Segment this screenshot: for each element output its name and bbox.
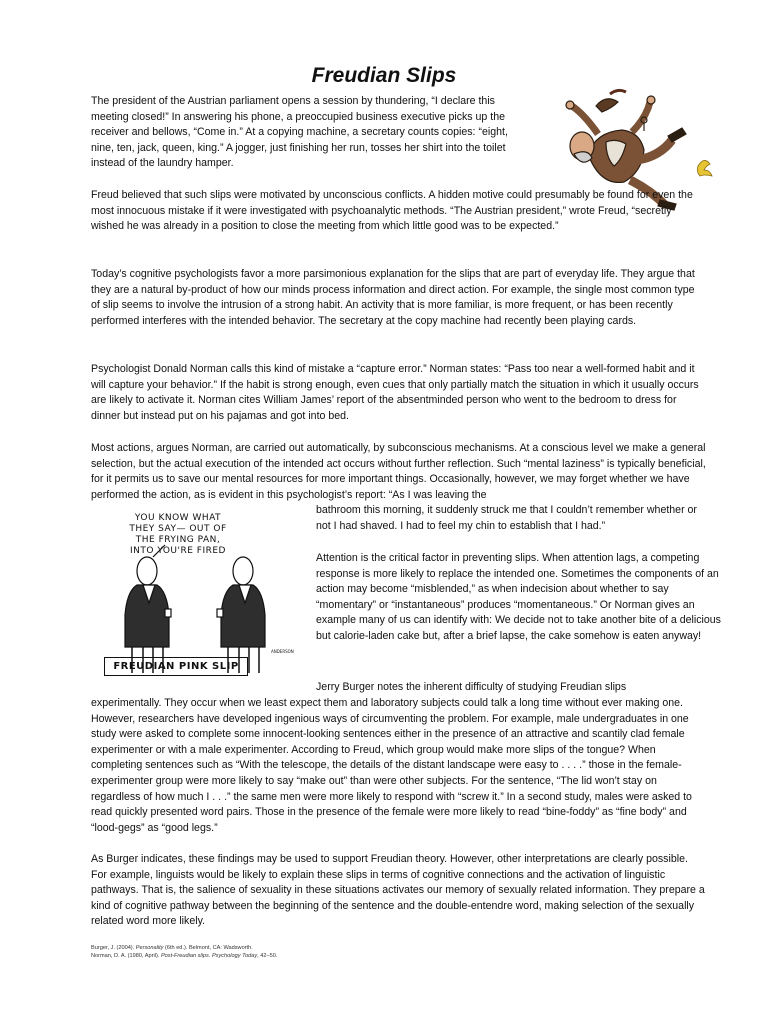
- paragraph-burger-start: Jerry Burger notes the inherent difficulty of studying Freudian slips: [316, 681, 627, 693]
- paragraph-automatic-cont: bathroom this morning, it suddenly struck me that I couldn’t remember whether or not I had shaved. I had to feel my chin to establish that I had.”: [316, 504, 697, 532]
- paragraph-automatic: Most actions, argues Norman, are carried out automatically, by subconscious mechanisms. At a conscious level we make a general selection, but the actual execution of the intended act occurs without further reflection. Such “mental laziness” is typically beneficial, for it permits us to save our mental resources for more important things. Occasionally, however, we may forget whether we have performed the action, as is evident in this psychologist’s report: “As I was leaving the: [91, 442, 706, 501]
- paragraph-cognitive: Today’s cognitive psychologists favor a more parsimonious explanation for the slips that are part of everyday life. They argue that they are a natural by-product of how our minds process information and direct action. For example, the single most common type of slip seems to involve the intrusion of a strong habit. An activity that is more familiar, is more frequent, or has been recently performed interferes with the intended behavior. The secretary at the copy machine had recently been playing cards.: [91, 268, 695, 327]
- banana-peel-icon: [697, 160, 712, 176]
- paragraph-burger: experimentally. They occur when we least expect them and laboratory subjects could talk a long time without ever making one. However, researchers have developed ingenious ways of circumventing the problem. For example, male undergraduates in one study were asked to complete some innocent-looking sentences either in the presence of an attractive and scantily clad female experimenter or with a male experimenter. According to Freud, which group would make more slips of the tongue? When completing sentences such as “With the telescope, the details of the distant landscape were easy to . . . .” those in the female-experimenter group were more likely to say “make out” than were other subjects. For the sentence, “The lid won’t stay on regardless of how much I . . .” the same men were more likely to respond with “screw it.” In a second study, males were asked to read quickly presented word pairs. Those in the presence of the female were more likely to read “bine-foddy” as “fine body” and “lood-gegs” as “good legs.”: [91, 697, 692, 834]
- cartoon-caption: FREUDIAN PINK SLIP: [104, 657, 248, 676]
- page-title: Freudian Slips: [311, 64, 457, 88]
- paragraph-conclusion: As Burger indicates, these findings may be used to support Freudian theory. However, other interpretations are clearly possible. For example, linguists would be likely to explain these slips in terms of cognitive connections and the activation of linguistic pathways. That is, the salience of sexuality in these situations activates our memory of sexually related information. They prepare a kind of cognitive pathway between the beginning of the sentence and the double-entendre word, making selection of the sexually related word more likely.: [91, 853, 705, 928]
- references: [91, 944, 491, 960]
- reference-item: Burger, J. (2004). Personality (6th ed.). Belmont, CA: Wadsworth.: [91, 945, 253, 951]
- paragraph-intro: The president of the Austrian parliament opens a session by thundering, “I declare this meeting closed!” In answering his phone, a preoccupied business executive picks up the receiver and bellows, “Come in.” At a copying machine, a secretary counts copies: “eight, nine, ten, jack, queen, king.” A jogger, just finishing her run, tosses her shirt into the toilet instead of the laundry hamper.: [91, 95, 508, 170]
- cartoon-speech-text: YOU KNOW WHAT THEY SAY— OUT OF THE FRYING PAN, INTO YOU'RE FIRED: [129, 513, 227, 556]
- reference-item: Norman, D. A. (1980, April). Post-Freudian slips. Psychology Today, 42–50.: [91, 953, 278, 959]
- paragraph-attention: Attention is the critical factor in preventing slips. When attention lags, a competing response is more likely to replace the intended one. Sometimes the components of an action may become “misblended,” as when indecision about whether to say “momentary” or “instantaneous” produces “momentaneous.” Or Norman gives an example many of us can identify with: We decide not to take another bite of a delicious but calorie-laden cake but, after a brief lapse, the cake somehow is eaten anyway!: [316, 552, 721, 642]
- paragraph-norman: Psychologist Donald Norman calls this kind of mistake a “capture error.” Norman states: “Pass too near a well-formed habit and it will capture your behavior.” If the habit is strong enough, even cues that only partially match the situation in which it usually occurs are likely to activate it. Norman cites William James’ report of the absentminded person who went to the bedroom to dress for dinner but instead put on his pajamas and got into bed.: [91, 363, 699, 422]
- paragraph-freud: Freud believed that such slips were motivated by unconscious conflicts. A hidden motive could presumably be found for even the most innocuous mistake if it were investigated with psychoanalytic methods. “The Austrian president,” wrote Freud, “secretly wished he was already in a position to close the meeting from which little good was to be expected.”: [91, 189, 693, 233]
- cartoon-signature: ANDERSON: [271, 649, 294, 654]
